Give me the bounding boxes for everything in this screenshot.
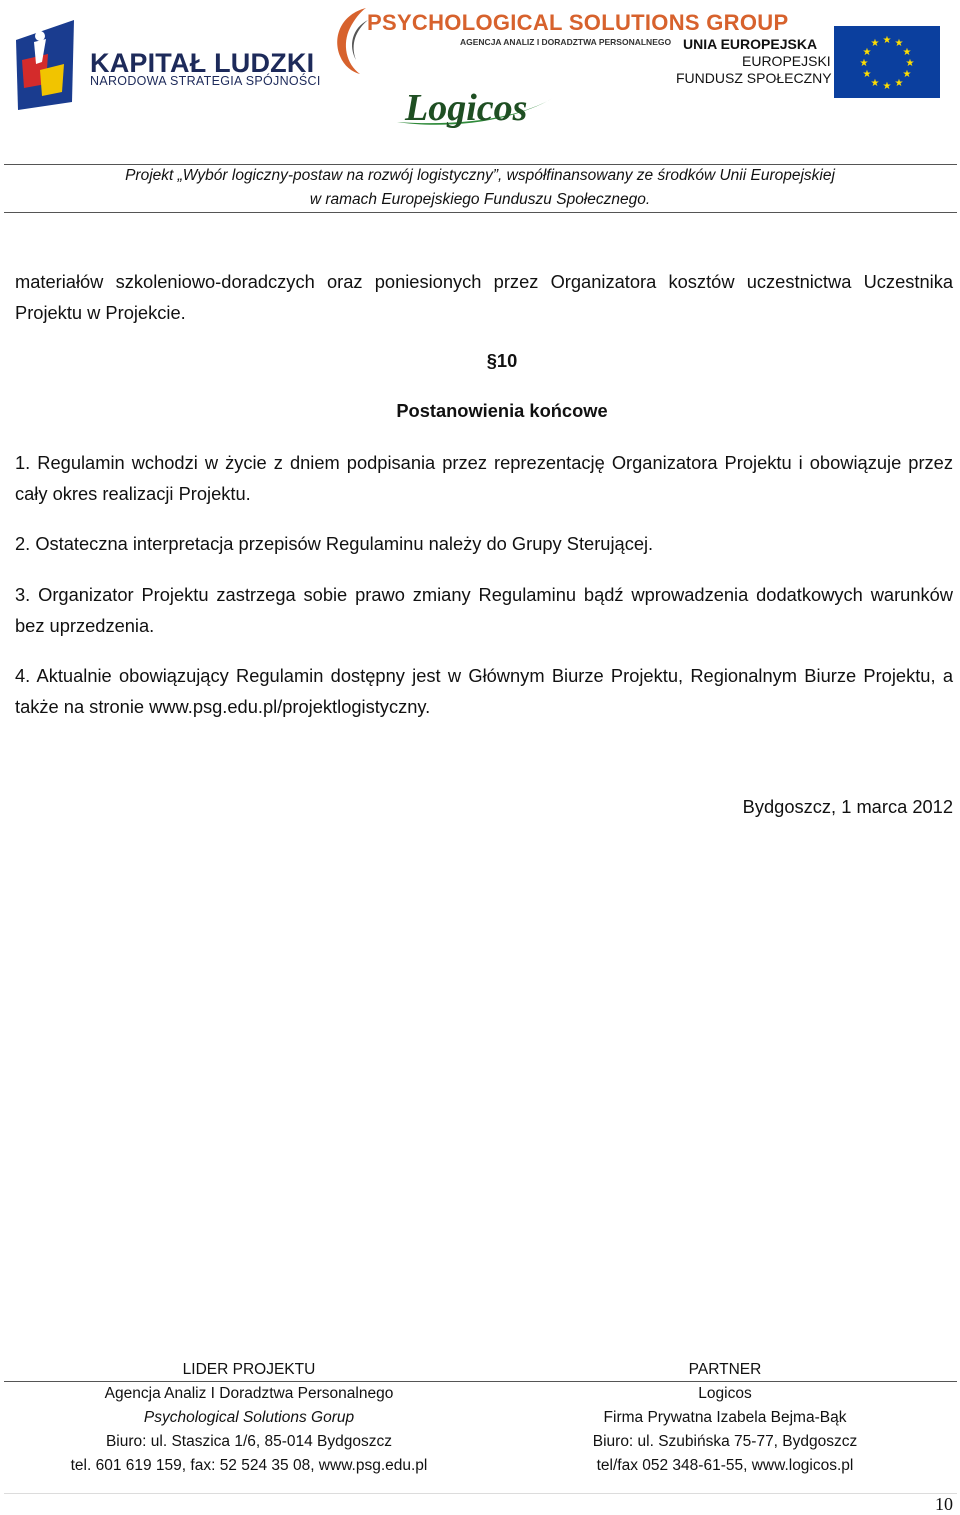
eu-line-1: UNIA EUROPEJSKA xyxy=(683,36,818,52)
kapital-ludzki-subtitle: NARODOWA STRATEGIA SPÓJNOŚCI xyxy=(90,74,321,88)
footer-lider-heading: LIDER PROJEKTU xyxy=(182,1361,316,1378)
eu-line-2: EUROPEJSKI xyxy=(742,53,831,69)
intro-paragraph: materiałów szkoleniowo-doradczych oraz poniesionych przez Organizatora kosztów uczestnictwa Uczestnika Projektu w Projekcie. xyxy=(15,271,953,323)
list-item-1: 1. Regulamin wchodzi w życie z dniem podpisania przez reprezentację Organizatora Projektu i obowiązuje przez cały okres realizacji Projektu. xyxy=(15,452,953,504)
footer-partner xyxy=(485,1358,960,1478)
kapital-ludzki-title: KAPITAŁ LUDZKI xyxy=(90,48,315,78)
psg-title: PSYCHOLOGICAL SOLUTIONS GROUP xyxy=(367,10,789,35)
footer-divider xyxy=(4,1381,957,1382)
footer-partner-heading: PARTNER xyxy=(688,1361,762,1378)
list-item-2: 2. Ostateczna interpretacja przepisów Regulaminu należy do Grupy Sterującej. xyxy=(15,533,654,554)
document-date: Bydgoszcz, 1 marca 2012 xyxy=(742,796,953,817)
footer-partner-line-2: Firma Prywatna Izabela Bejma-Bąk xyxy=(603,1409,847,1426)
svg-text:★: ★ xyxy=(905,58,915,69)
footer-lider xyxy=(9,1358,489,1478)
footer-partner-line-3: Biuro: ul. Szubińska 75-77, Bydgoszcz xyxy=(592,1433,858,1450)
footer-lider-line-1: Agencja Analiz I Doradztwa Personalnego xyxy=(104,1385,394,1402)
svg-text:★: ★ xyxy=(882,35,892,46)
footer-partner-line-1: Logicos xyxy=(698,1385,752,1402)
psg-subtitle: AGENCJA ANALIZ I DORADZTWA PERSONALNEGO xyxy=(460,37,672,47)
svg-text:★: ★ xyxy=(870,78,880,89)
header-divider-top xyxy=(4,164,957,165)
page-bottom-divider xyxy=(4,1493,957,1494)
kapital-ludzki-emblem-icon xyxy=(12,18,82,113)
eu-flag-icon xyxy=(834,26,940,98)
svg-text:★: ★ xyxy=(894,78,904,89)
page-number: 10 xyxy=(935,1494,953,1514)
footer-lider-line-4: tel. 601 619 159, fax: 52 524 35 08, www.psg.edu.pl xyxy=(70,1457,428,1474)
header-divider-bottom xyxy=(4,212,957,213)
svg-text:★: ★ xyxy=(859,58,869,69)
section-number: §10 xyxy=(486,350,518,371)
project-banner-line-2: w ramach Europejskiego Funduszu Społecznego. xyxy=(309,191,651,208)
footer-lider-line-3: Biuro: ul. Staszica 1/6, 85-014 Bydgoszcz xyxy=(105,1433,393,1450)
project-banner-line-1: Projekt „Wybór logiczny-postaw na rozwój logistyczny”, współfinansowany ze środków Unii Europejskiej xyxy=(125,167,835,184)
svg-text:★: ★ xyxy=(894,38,904,49)
svg-text:★: ★ xyxy=(862,69,872,80)
section-title: Postanowienia końcowe xyxy=(396,400,608,421)
eu-line-3: FUNDUSZ SPOŁECZNY xyxy=(676,70,832,86)
psg-swoosh-icon xyxy=(330,4,370,76)
svg-text:★: ★ xyxy=(902,47,912,58)
svg-text:★: ★ xyxy=(862,47,872,58)
list-item-3: 3. Organizator Projektu zastrzega sobie prawo zmiany Regulaminu bądź wprowadzenia dodatkowych warunków bez uprzedzenia. xyxy=(15,584,953,636)
svg-text:★: ★ xyxy=(882,81,892,92)
footer-lider-line-2: Psychological Solutions Gorup xyxy=(143,1409,355,1426)
footer-partner-line-4: tel/fax 052 348-61-55, www.logicos.pl xyxy=(596,1457,854,1474)
svg-text:★: ★ xyxy=(902,69,912,80)
logicos-title: Logicos xyxy=(405,87,528,129)
svg-text:★: ★ xyxy=(870,38,880,49)
list-item-4: 4. Aktualnie obowiązujący Regulamin dostępny jest w Głównym Biurze Projektu, Regionalnym Biurze Projektu, a także na stronie www.psg.edu.pl/projektlogistyczny. xyxy=(15,665,953,717)
